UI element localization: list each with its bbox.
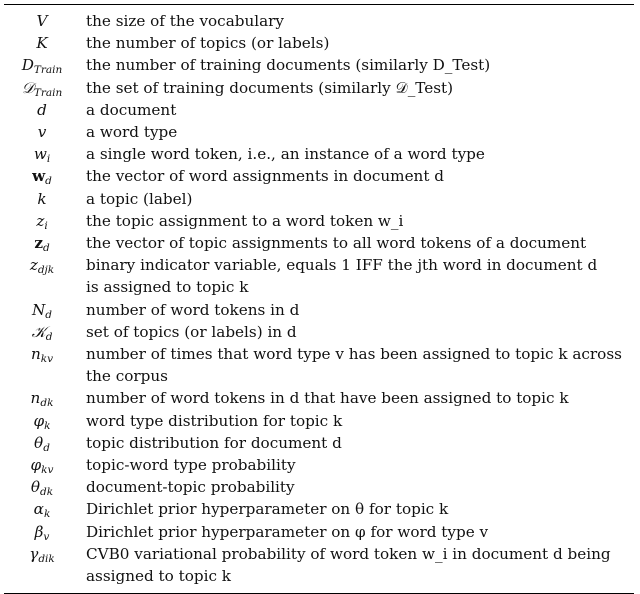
description-line: assigned to topic k: [86, 567, 231, 586]
description-line: the vector of word assignments in document d: [86, 167, 444, 186]
symbol-cell: [4, 321, 80, 343]
symbol-cell: [4, 54, 80, 76]
description-line: Dirichlet prior hyperparameter on φ for word type v: [86, 522, 489, 541]
description-line: the vector of topic assignments to all word tokens of a document: [86, 234, 587, 253]
description-line: is assigned to topic k: [86, 278, 249, 297]
symbol-subscript: Train: [33, 64, 63, 77]
description-line: the topic assignment to a word token w_i: [86, 211, 404, 230]
description-cell: [80, 10, 634, 32]
description-cell: [80, 476, 634, 498]
description-cell: [80, 121, 634, 143]
symbol-cell: [4, 410, 80, 432]
notation-table: [4, 4, 634, 594]
symbol-cell: [4, 32, 80, 54]
symbol-subscript: d: [42, 242, 50, 255]
symbol: N: [31, 300, 46, 319]
table-row: [4, 321, 634, 343]
table-row: [4, 410, 634, 432]
description-line: a word type: [86, 123, 178, 142]
description-line: the number of training documents (similarly D_Test): [86, 56, 491, 75]
table-row: [4, 498, 634, 520]
description-cell: [80, 143, 634, 165]
description-cell: [80, 321, 634, 343]
symbol-cell: [4, 99, 80, 121]
table-row: [4, 254, 634, 298]
symbol: z: [34, 234, 43, 253]
description-line: word type distribution for topic k: [86, 411, 343, 430]
symbol: n: [30, 389, 41, 408]
symbol: θ: [34, 433, 44, 452]
table-row: [4, 188, 634, 210]
symbol: z: [29, 256, 38, 275]
symbol: θ: [30, 478, 41, 497]
symbol: β: [34, 522, 44, 541]
description-cell: [80, 521, 634, 543]
description-line: CVB0 variational probability of word token w_i in document d being: [86, 544, 611, 563]
description-cell: [80, 99, 634, 121]
symbol: v: [37, 123, 47, 142]
description-cell: [80, 543, 634, 587]
symbol-cell: [4, 143, 80, 165]
description-cell: [80, 410, 634, 432]
symbol-cell: [4, 476, 80, 498]
symbol-cell: [4, 254, 80, 276]
description-cell: [80, 210, 634, 232]
symbol-subscript: i: [44, 219, 48, 232]
table-row: [4, 432, 634, 454]
symbol-subscript: d: [45, 330, 53, 343]
symbol: γ: [29, 544, 39, 563]
symbol-cell: [4, 188, 80, 210]
table-row: [4, 543, 634, 587]
table-row: [4, 121, 634, 143]
symbol: α: [33, 500, 44, 519]
description-line: set of topics (or labels) in d: [86, 322, 297, 341]
table-row: [4, 521, 634, 543]
symbol-subscript: dk: [40, 397, 54, 410]
table-row: [4, 387, 634, 409]
table-row: [4, 10, 634, 32]
table-row: [4, 232, 634, 254]
symbol-subscript: kv: [41, 464, 54, 477]
symbol-subscript: v: [43, 530, 50, 543]
description-cell: [80, 387, 634, 409]
symbol-subscript: i: [46, 153, 51, 166]
symbol: d: [37, 100, 47, 119]
symbol-subscript: djk: [37, 264, 55, 277]
symbol-cell: [4, 454, 80, 476]
symbol: D: [21, 56, 34, 75]
symbol-subscript: Train: [33, 86, 63, 99]
table-row: [4, 454, 634, 476]
symbol-cell: [4, 543, 80, 565]
description-line: the size of the vocabulary: [86, 12, 285, 30]
table-row: [4, 143, 634, 165]
symbol-cell: [4, 498, 80, 520]
description-line: the corpus: [86, 367, 168, 386]
description-line: topic-word type probability: [86, 456, 296, 475]
description-line: Dirichlet prior hyperparameter on θ for topic k: [86, 500, 449, 519]
symbol-subscript: d: [43, 441, 50, 454]
symbol: k: [37, 189, 47, 208]
symbol-subscript: d: [45, 308, 53, 321]
symbol: 𝒦: [31, 322, 46, 341]
description-line: binary indicator variable, equals 1 IFF the jth word in document d: [86, 256, 598, 275]
description-cell: [80, 454, 634, 476]
symbol: w: [33, 145, 47, 164]
description-cell: [80, 32, 634, 54]
symbol-cell: [4, 232, 80, 254]
description-cell: [80, 232, 634, 254]
symbol-cell: [4, 165, 80, 187]
symbol-subscript: d: [45, 175, 52, 188]
table-row: [4, 165, 634, 187]
symbol-cell: [4, 77, 80, 99]
table-row: [4, 32, 634, 54]
symbol-cell: [4, 521, 80, 543]
description-line: the set of training documents (similarly 𝒟_Test): [86, 78, 454, 97]
symbol-cell: [4, 432, 80, 454]
symbol: K: [36, 34, 48, 53]
description-cell: [80, 343, 634, 387]
description-cell: [80, 54, 634, 76]
symbol-cell: [4, 299, 80, 321]
symbol: w: [32, 167, 46, 186]
description-line: topic distribution for document d: [86, 433, 342, 452]
description-line: a document: [86, 100, 177, 119]
symbol: V: [36, 12, 48, 30]
description-cell: [80, 77, 634, 99]
table-row: [4, 343, 634, 387]
description-cell: [80, 165, 634, 187]
table-row: [4, 99, 634, 121]
description-line: number of word tokens in d that have been assigned to topic k: [86, 389, 569, 408]
description-line: a topic (label): [86, 189, 193, 208]
table-row: [4, 210, 634, 232]
table-row: [4, 299, 634, 321]
symbol: z: [36, 211, 45, 230]
symbol-subscript: dk: [40, 486, 54, 499]
symbol: 𝒟: [21, 78, 34, 97]
description-line: the number of topics (or labels): [86, 34, 330, 53]
symbol: φ: [33, 411, 45, 430]
symbol-cell: [4, 343, 80, 365]
symbol: n: [30, 345, 41, 364]
symbol-cell: [4, 387, 80, 409]
description-cell: [80, 254, 634, 298]
table-row: [4, 54, 634, 76]
description-line: number of times that word type v has been assigned to topic k across: [86, 345, 622, 364]
description-cell: [80, 498, 634, 520]
symbol-subscript: k: [44, 419, 51, 432]
description-line: number of word tokens in d: [86, 300, 300, 319]
symbol-cell: [4, 10, 80, 32]
symbol-subscript: dik: [38, 552, 55, 565]
symbol: φ: [30, 456, 42, 475]
symbol-subscript: k: [43, 508, 51, 521]
symbol-cell: [4, 210, 80, 232]
table-row: [4, 77, 634, 99]
table-row: [4, 476, 634, 498]
description-cell: [80, 432, 634, 454]
symbol-cell: [4, 121, 80, 143]
description-line: document-topic probability: [86, 478, 295, 497]
symbol-subscript: kv: [40, 353, 54, 366]
description-cell: [80, 299, 634, 321]
description-cell: [80, 188, 634, 210]
description-line: a single word token, i.e., an instance of a word type: [86, 145, 485, 164]
